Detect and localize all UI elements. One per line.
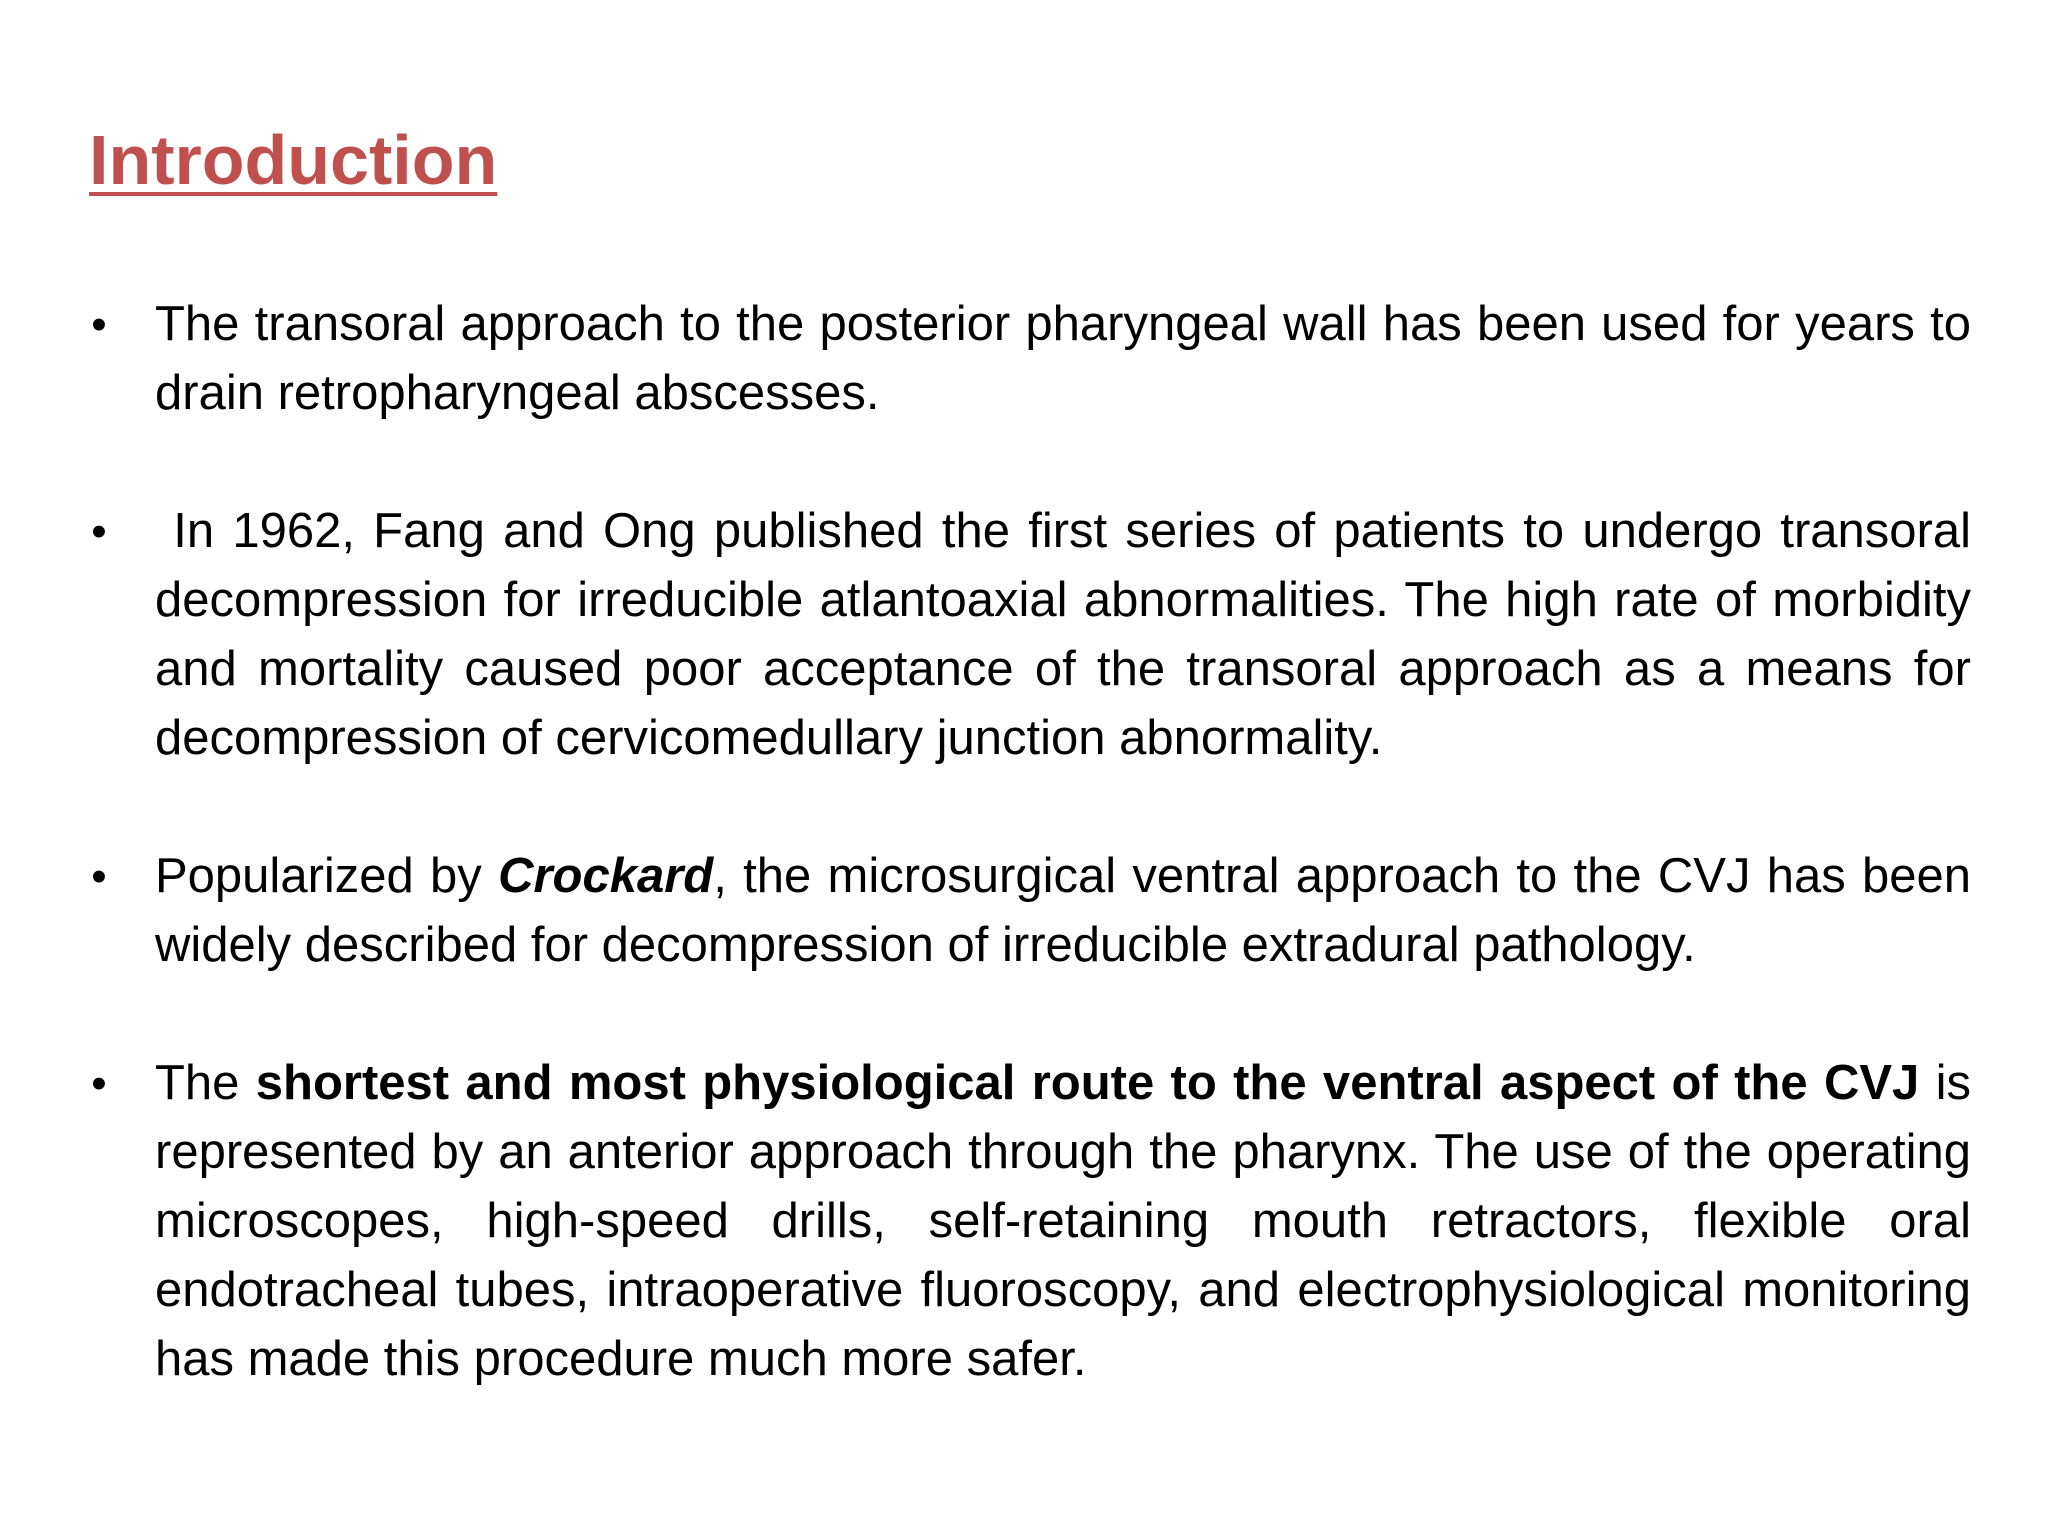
bullet-text-suffix: , the microsurgical ventral approach to the CVJ has been widely described for decompression of irreducible extradural pathology. <box>155 849 1971 972</box>
slide-title: Introduction <box>89 121 498 199</box>
bullet-text: In 1962, Fang and Ong published the first series of patients to undergo transoral decompression for irreducible atlantoaxial abnormalities. The high rate of morbidity and mortality caused poor acceptance of the transoral approach as a means for decompression of cervicomedullary junction abnormality. <box>155 504 1985 765</box>
bullet-list <box>89 290 1985 1463</box>
bullet-item-4 <box>89 1049 1985 1394</box>
bullet-item-1 <box>89 290 1971 428</box>
bullet-text-suffix: is represented by an anterior approach through the pharynx. The use of the operating microscopes, high-speed drills, self-retaining mouth retractors, flexible oral endotracheal tubes, intraoperative fluoroscopy, and electrophysiological monitoring has made this procedure much more safer. <box>155 1056 1985 1386</box>
bullet-emphasis-crockard: Crockard <box>498 849 714 903</box>
bullet-dot-icon: • <box>91 300 107 349</box>
bullet-text-prefix: The <box>155 1056 256 1110</box>
bullet-item-3 <box>89 842 1971 980</box>
bullet-dot-icon: • <box>91 1059 107 1108</box>
bullet-dot-icon: • <box>91 852 107 901</box>
bullet-item-2 <box>89 497 1985 773</box>
bullet-text: The transoral approach to the posterior pharyngeal wall has been used for years to drain retropharyngeal abscesses. <box>155 297 1971 420</box>
bullet-text-prefix: Popularized by <box>155 849 499 903</box>
bullet-dot-icon: • <box>91 507 107 556</box>
bullet-emphasis-route: shortest and most physiological route to the ventral aspect of the CVJ <box>255 1056 1920 1110</box>
